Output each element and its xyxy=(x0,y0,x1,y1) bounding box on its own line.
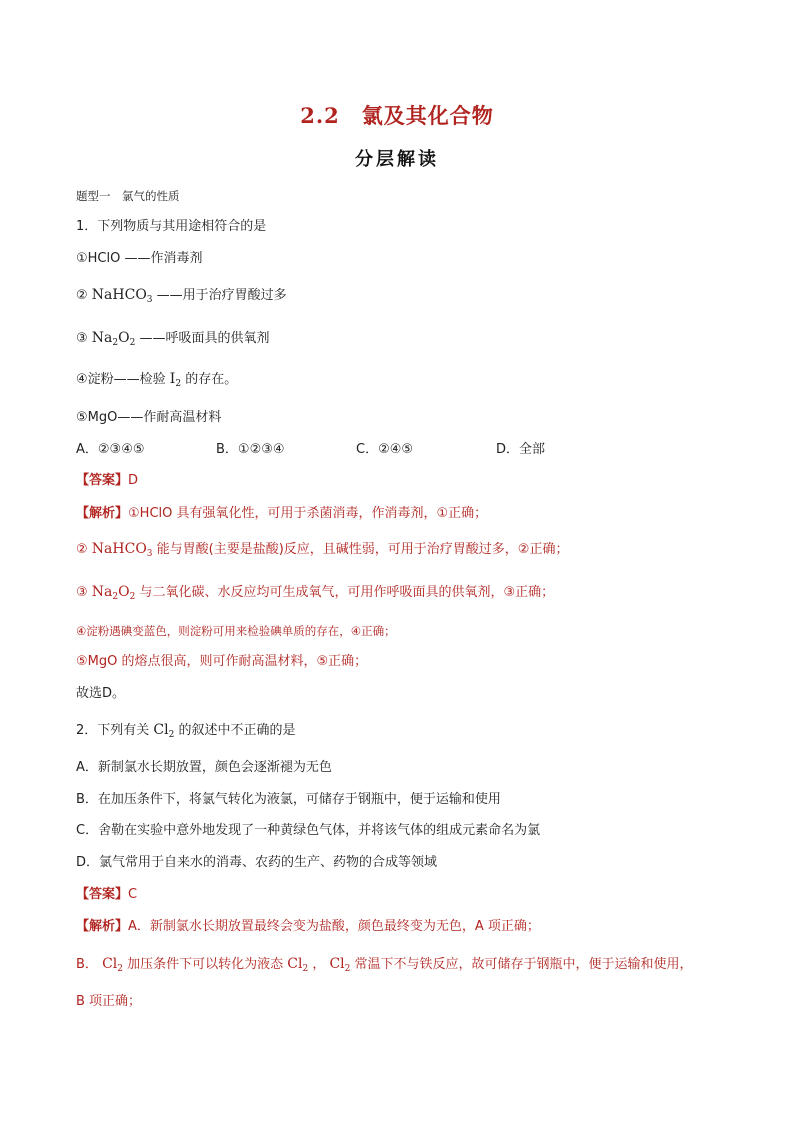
q1-item-2 xyxy=(76,286,287,305)
formula-nahco3: NaHCO$_3$ xyxy=(91,287,153,305)
q1-option-a: A．②③④⑤ xyxy=(76,442,145,457)
q1-option-c: C．②④⑤ xyxy=(356,442,414,457)
formula-i2: $I_2$ xyxy=(169,371,182,389)
q1-item-5: ⑤MgO——作耐高温材料 xyxy=(76,410,222,425)
formula-cl2: $Cl_2$ xyxy=(153,722,175,740)
analysis-tag: 【解析】 xyxy=(76,919,129,934)
q2-option-a: A．新制氯水长期放置，颜色会逐渐褪为无色 xyxy=(76,760,332,775)
answer-value: C xyxy=(128,887,138,902)
q2-stem: 2．下列有关 $Cl_2$ 的叙述中不正确的是 xyxy=(76,722,296,740)
section-heading: 题型一 氯气的性质 xyxy=(76,189,180,203)
q1-analysis-3: ③ $Na_2O_2$ 与二氧化碳、水反应均可生成氧气，可用作呼吸面具的供氧剂，③正确； xyxy=(76,584,555,602)
page-title xyxy=(0,100,794,130)
q1-item-2-num: ② xyxy=(76,288,92,303)
title-text: 氯及其化合物 xyxy=(361,103,494,128)
q1-item-4 xyxy=(76,370,237,389)
q2-option-c: C．舍勒在实验中意外地发现了一种黄绿色气体，并将该气体的组成元素命名为氯 xyxy=(76,823,541,838)
q2-analysis-a xyxy=(76,918,540,936)
answer-tag: 【答案】 xyxy=(76,887,129,902)
q2-analysis-b-end: B 项正确； xyxy=(76,994,142,1009)
q1-item-3-text: ——呼吸面具的供氧剂 xyxy=(135,331,270,346)
page-subtitle: 分层解读 xyxy=(355,149,439,170)
formula-cl2: $Cl_2$ xyxy=(287,956,309,974)
q1-option-d: D．全部 xyxy=(496,442,546,457)
q1-item-3-num: ③ xyxy=(76,331,92,346)
q1-analysis-2-text: 能与胃酸(主要是盐酸)反应，且碱性弱，可用于治疗胃酸过多，②正确； xyxy=(152,542,569,557)
q2-option-b: B．在加压条件下，将氯气转化为液氯，可储存于钢瓶中，便于运输和使用 xyxy=(76,792,501,807)
q2-analysis-b-text: 常温下不与铁反应，故可储存于钢瓶中，便于运输和使用， xyxy=(350,957,693,972)
q1-item-4-end: 的存在。 xyxy=(181,372,238,387)
formula-na2o2: $Na_2O_2$ xyxy=(91,584,136,602)
q1-analysis-3-text: 与二氧化碳、水反应均可生成氧气，可用作呼吸面具的供氧剂，③正确； xyxy=(135,585,555,600)
q1-analysis-1 xyxy=(76,505,487,523)
answer-value: D xyxy=(128,473,139,488)
q1-analysis-1-text: ①HClO 具有强氧化性，可用于杀菌消毒，作消毒剂，①正确； xyxy=(128,506,488,521)
q1-answer xyxy=(76,472,138,490)
formula-cl2: $Cl_2$ xyxy=(102,956,123,974)
q1-item-3 xyxy=(76,329,270,348)
q1-analysis-2: ② NaHCO$_3$ 能与胃酸(主要是盐酸)反应，且碱性弱，可用于治疗胃酸过多，②正确； xyxy=(76,541,569,559)
q2-answer xyxy=(76,886,137,904)
q2-analysis-a-text: A．新制氯水长期放置最终会变为盐酸，颜色最终变为无色，A 项正确； xyxy=(128,919,540,934)
formula-na2o2: $Na_2O_2$ xyxy=(91,330,136,348)
q1-option-b: B．①②③④ xyxy=(216,442,285,457)
q1-options xyxy=(76,441,545,459)
q1-analysis-5: ⑤MgO 的熔点很高，则可作耐高温材料，⑤正确； xyxy=(76,654,368,669)
answer-tag: 【答案】 xyxy=(76,473,129,488)
q1-analysis-4: ④淀粉遇碘变蓝色，则淀粉可用来检验碘单质的存在，④正确； xyxy=(76,624,396,638)
q1-item-4-text: ④淀粉——检验 xyxy=(76,372,170,387)
q1-item-1: ①HClO ——作消毒剂 xyxy=(76,251,203,266)
q2-stem-text: 的叙述中不正确的是 xyxy=(174,723,296,738)
q2-analysis-b: B． $Cl_2$ 加压条件下可以转化为液态 $Cl_2$ ， $Cl_2$ 常温下不与铁反应，故可储存于钢瓶中，便于运输和使用， xyxy=(76,956,693,974)
analysis-tag: 【解析】 xyxy=(76,506,129,521)
section-number: 2.2 xyxy=(300,103,340,128)
formula-nahco3: NaHCO$_3$ xyxy=(91,541,153,559)
q1-stem: 1．下列物质与其用途相符合的是 xyxy=(76,219,267,234)
formula-cl2: $Cl_2$ xyxy=(329,956,351,974)
q1-conclusion: 故选D。 xyxy=(76,686,126,701)
q1-item-2-text: ——用于治疗胃酸过多 xyxy=(152,288,287,303)
q2-option-d: D．氯气常用于自来水的消毒、农药的生产、药物的合成等领域 xyxy=(76,855,438,870)
